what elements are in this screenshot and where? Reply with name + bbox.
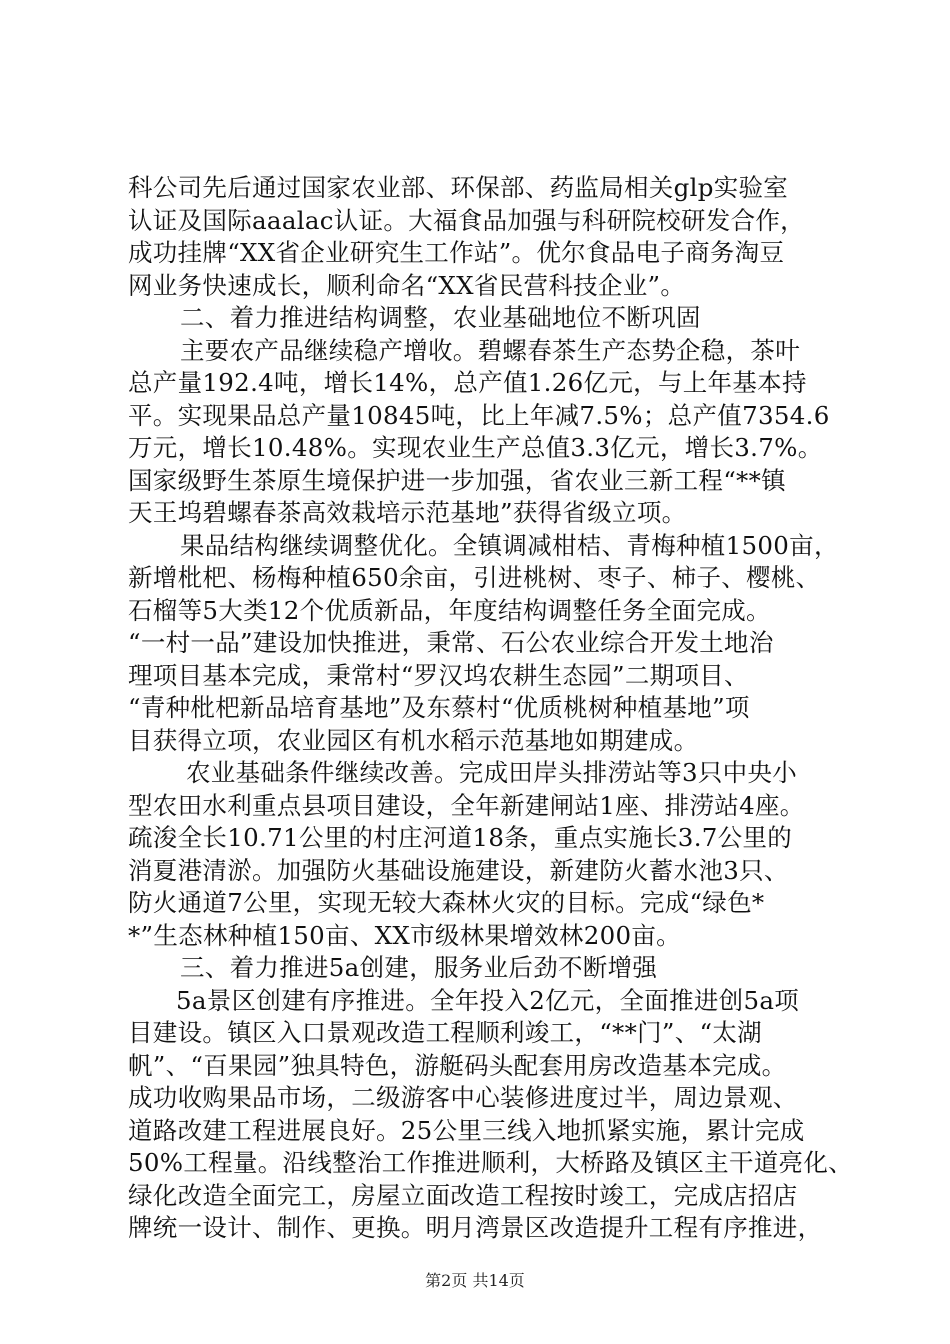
- text-line: 50%工程量。沿线整治工作推进顺利，大桥路及镇区主干道亮化、: [128, 1148, 853, 1177]
- text-line: 型农田水利重点县项目建设，全年新建闸站1座、排涝站4座。: [128, 790, 805, 820]
- text-line: 消夏港清淤。加强防火基础设施建设，新建防火蓄水池3只、: [128, 855, 789, 885]
- text-line: 5a景区创建有序推进。全年投入2亿元，全面推进创5a项: [176, 985, 800, 1015]
- text-line: 道路改建工程进展良好。25公里三线入地抓紧实施，累计完成: [128, 1115, 805, 1145]
- text-line: 理项目基本完成，秉常村“罗汉坞农耕生态园”二期项目、: [128, 660, 749, 690]
- text-line: 果品结构继续调整优化。全镇调减柑桔、青梅种植1500亩，: [180, 530, 839, 560]
- text-line: 主要农产品继续稳产增收。碧螺春茶生产态势企稳，茶叶: [180, 335, 800, 365]
- text-line: 万元，增长10.48%。实现农业生产总值3.3亿元，增长3.7%。: [128, 433, 823, 462]
- text-line: 平。实现果品总产量10845吨，比上年减7.5%；总产值7354.6: [128, 400, 830, 430]
- text-line: 农业基础条件继续改善。完成田岸头排涝站等3只中央小: [186, 758, 798, 787]
- text-line: 天王坞碧螺春茶高效栽培示范基地”获得省级立项。: [128, 498, 687, 527]
- text-line: 成功挂牌“XX省企业研究生工作站”。优尔食品电子商务淘豆: [128, 238, 785, 267]
- text-line: 认证及国际aaalac认证。大福食品加强与科研院校研发合作，: [128, 205, 805, 235]
- text-line: 绿化改造全面完工，房屋立面改造工程按时竣工，完成店招店: [128, 1180, 798, 1210]
- page-number-footer: 第2页 共14页: [425, 1271, 525, 1290]
- text-line: 牌统一设计、制作、更换。明月湾景区改造提升工程有序推进，: [128, 1213, 823, 1242]
- text-line: 国家级野生茶原生境保护进一步加强，省农业三新工程“**镇: [128, 465, 786, 495]
- text-line: 网业务快速成长，顺利命名“XX省民营科技企业”。: [128, 270, 686, 300]
- text-line: 帆”、“百果园”独具特色，游艇码头配套用房改造基本完成。: [128, 1050, 787, 1080]
- text-line: *”生态林种植150亩、XX市级林果增效林200亩。: [128, 920, 681, 950]
- text-line: “青种枇杷新品培育基地”及东蔡村“优质桃树种植基地”项: [128, 693, 750, 722]
- text-line: “一村一品”建设加快推进，秉常、石公农业综合开发土地治: [128, 628, 774, 657]
- section-heading: 二、着力推进结构调整，农业基础地位不断巩固: [180, 303, 701, 332]
- section-heading: 三、着力推进5a创建，服务业后劲不断增强: [180, 953, 658, 982]
- text-line: 新增枇杷、杨梅种植650余亩，引进桃树、枣子、柿子、樱桃、: [128, 563, 821, 592]
- text-line: 石榴等5大类12个优质新品，年度结构调整任务全面完成。: [128, 595, 771, 625]
- text-line: 防火通道7公里，实现无较大森林火灾的目标。完成“绿色*: [128, 888, 765, 917]
- text-line: 目获得立项，农业园区有机水稻示范基地如期建成。: [128, 725, 699, 755]
- text-line: 总产量192.4吨，增长14%，总产值1.26亿元，与上年基本持: [128, 368, 807, 397]
- text-line: 成功收购果品市场，二级游客中心装修进度过半，周边景观、: [128, 1083, 798, 1112]
- document-body: [128, 172, 858, 1245]
- text-line: 疏浚全长10.71公里的村庄河道18条，重点实施长3.7公里的: [128, 823, 793, 852]
- text-line: 目建设。镇区入口景观改造工程顺利竣工，“**门”、“太湖: [128, 1018, 762, 1047]
- text-line: 科公司先后通过国家农业部、环保部、药监局相关glp实验室: [128, 173, 789, 202]
